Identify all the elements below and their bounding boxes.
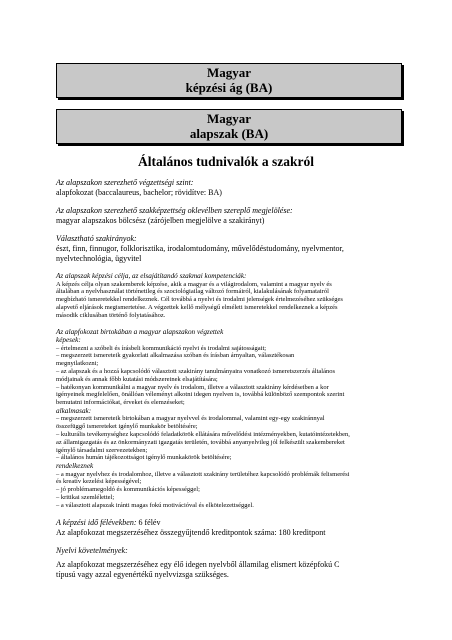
title-box-major: [56, 109, 402, 144]
alkalmasak-label: alkalmasak:: [56, 406, 92, 415]
kepesek-list: [56, 345, 401, 407]
document-body: [56, 178, 401, 588]
specializations-question: Választható szakirányok:: [56, 234, 137, 243]
list-item: – általános humán tájékozottságot igénylő munkakörök betöltésére;: [56, 454, 232, 462]
list-item: – hatékonyan kommunikálni a magyar nyelv és irodalom, illetve a választott szakirány kérdéseiben a kor: [56, 383, 329, 391]
training-goal-question: Az alapszak képzési célja, az elsajátítandó szakmai kompetenciák:: [56, 272, 247, 280]
list-item: bemutatni információkat, érveket és elemzéseket;: [56, 399, 185, 407]
kepesek-label: képesek:: [56, 336, 81, 345]
training-goal-line: alapvető eljárások megismertetése. A végzettek kellő mélységű elméleti ismeretekkel rendelkeznek a képzés: [56, 303, 338, 311]
specializations-block: [56, 234, 401, 264]
duration-question: A képzési idő félévekben:: [56, 517, 137, 527]
list-item: – jó problémamegoldó és kommunikációs képességgel;: [56, 486, 200, 494]
list-item: – kulturális tevékenységhez kapcsolódó feladatkörök ellátására művelődési intézményekben, kutatóintézetekben,: [56, 430, 350, 438]
list-item: – kritikai szemlélettel;: [56, 493, 115, 501]
credits-line: Az alapfokozat megszerzéséhez összegyűjtendő kreditpontok száma: 180 kreditpont: [56, 527, 326, 537]
list-item: és kreatív kezelési képességével;: [56, 478, 142, 486]
training-goal-line: A képzés célja olyan szakemberek képzése, akik a magyar és a világirodalom, valamint a magyar nyelv és: [56, 280, 332, 288]
degree-level-block: [56, 178, 401, 198]
list-item: – értelmezni a szóbeli és írásbeli kommunikáció nyelvi és irodalmi sajátosságait;: [56, 344, 267, 352]
alkalmasak-list: [56, 415, 401, 462]
qualification-block: [56, 206, 401, 226]
list-item: igénylő társadalmi szervezetekben;: [56, 446, 148, 454]
specializations-line-1: észt, finn, finnugor, folklorisztika, irodalomtudomány, művelődéstudomány, nyelvmentor,: [56, 244, 344, 253]
title-box-branch-line1: Magyar: [206, 65, 252, 80]
degree-level-answer: alapfokozat (baccalaureus, bachelor; rövidítve: BA): [56, 188, 222, 197]
language-requirements-block: [56, 546, 401, 580]
training-goal-line: általában a nyelvhasználat történetileg és szociológiailag változó formáiról, kialakulásának folyamatairól: [56, 288, 329, 296]
graduate-competences-question: Az alapfokozat birtokában a magyar alapszakon végzettek: [56, 327, 224, 336]
list-item: – megszerzett ismereteik gyakorlati alkalmazása szóban és írásban árnyaltan, választékosan: [56, 352, 295, 360]
duration-line: [56, 518, 401, 528]
training-goal-block: [56, 272, 401, 320]
degree-level-question: Az alapszakon szerezhető végzettségi szint:: [56, 178, 194, 187]
title-box-branch-line2: képzési ág (BA): [185, 80, 273, 95]
qualification-answer: magyar alapszakos bölcsész (zárójelben megjelölve a szakirányt): [56, 216, 265, 225]
duration-block: [56, 518, 401, 538]
duration-value: 6 félév: [136, 517, 161, 527]
section-heading: Általános tudnivalók a szakról: [138, 154, 314, 169]
list-item: igényeinek megfelelően, önállóan véleményt alkotni idegen nyelven is, továbbá különböző szempontok szerint: [56, 391, 345, 399]
title-box-branch: [56, 63, 402, 98]
list-item: megnyilatkozni;: [56, 360, 99, 368]
language-requirements-line-2: típusú vagy azzal egyenértékű nyelvvizsga szükséges.: [56, 569, 229, 579]
graduate-competences-block: [56, 328, 401, 510]
rendelkeznek-label: rendelkeznek: [56, 462, 94, 471]
list-item: összefüggő ismereteket igénylő munkakör betöltésére;: [56, 423, 198, 431]
training-goal-line: megbízható ismeretekkel rendelkeznek. Cél továbbá a nyelvi és irodalmi jelenségek értelmezéséhez szükséges: [56, 296, 343, 304]
list-item: módjainak és annak főbb kutatási módszereinek elsajátítására;: [56, 375, 218, 383]
list-item: – a magyar nyelvhez és irodalomhoz, illetve a választott szakirány területéhez kapcsolódó problémák felismerési: [56, 470, 350, 478]
list-item: – megszerzett ismereteik birtokában a magyar nyelvvel és irodalommal, valamint egy-egy szakiránnyal: [56, 415, 325, 423]
training-goal-text: [56, 281, 401, 320]
title-box-major-line2: alapszak (BA): [189, 126, 269, 141]
list-item: az államigazgatás és az önkormányzati igazgatás területén, továbbá anyanyelvileg jól felkészült szakembereket: [56, 438, 345, 446]
specializations-line-2: nyelvtechnológia, ügyvitel: [56, 254, 142, 263]
list-item: – az alapszak és a hozzá kapcsolódó választott szakirány tanulmányaira vonatkozó ismeretszerzés általános: [56, 367, 336, 375]
language-requirements-question: Nyelvi követelmények:: [56, 545, 128, 555]
language-requirements-line-1: Az alapfokozat megszerzéséhez egy élő idegen nyelvből államilag elismert középfokú C: [56, 559, 340, 569]
rendelkeznek-list: [56, 471, 401, 510]
qualification-question: Az alapszakon szerezhető szakképzettség oklevélben szereplő megjelölése:: [56, 206, 293, 215]
training-goal-line: második ciklusában történő folytatásához.: [56, 311, 166, 319]
title-box-major-line1: Magyar: [206, 111, 252, 126]
list-item: – a választott alapszak iránti magas fokú motivációval és elkötelezettséggel.: [56, 501, 254, 509]
